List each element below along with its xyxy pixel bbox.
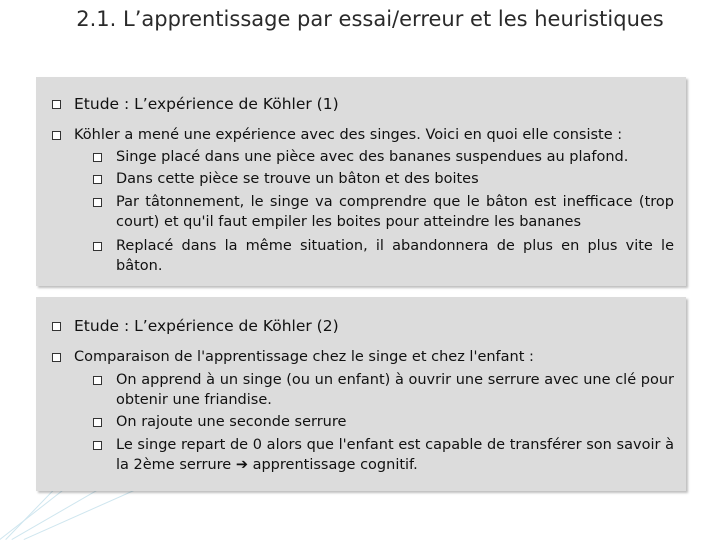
item-text: On apprend à un singe (ou un enfant) à ouvrir une serrure avec une clé pour obtenir une friandise. xyxy=(116,372,674,408)
intro-text: Comparaison de l'apprentissage chez le singe et chez l'enfant : xyxy=(74,349,534,365)
item-text: Le singe repart de 0 alors que l'enfant est capable de transférer son savoir à la 2ème serrure ➔ apprentissage cognitif. xyxy=(116,437,674,473)
item-text: On rajoute une seconde serrure xyxy=(116,414,347,430)
checkbox-bullet-icon xyxy=(93,376,102,385)
checkbox-bullet-icon xyxy=(93,153,102,162)
checkbox-bullet-icon xyxy=(52,353,61,362)
checkbox-bullet-icon xyxy=(93,418,102,427)
item-text: Singe placé dans une pièce avec des bananes suspendues au plafond. xyxy=(116,149,629,165)
checkbox-bullet-icon xyxy=(93,175,102,184)
checkbox-bullet-icon xyxy=(93,242,102,251)
item-text: Par tâtonnement, le singe va comprendre que le bâton est inefficace (trop court) et qu'il faut empiler les boites pour atteindre les bananes xyxy=(116,194,674,230)
page-title: 2.1. L’apprentissage par essai/erreur et les heuristiques xyxy=(76,7,664,31)
content-panel-2 xyxy=(36,297,686,491)
item-text: Dans cette pièce se trouve un bâton et des boites xyxy=(116,171,479,187)
section-heading: Etude : L’expérience de Köhler (2) xyxy=(74,317,339,335)
checkbox-bullet-icon xyxy=(93,441,102,450)
content-panel-1 xyxy=(36,77,686,286)
checkbox-bullet-icon xyxy=(93,198,102,207)
intro-text: Köhler a mené une expérience avec des singes. Voici en quoi elle consiste : xyxy=(74,127,623,143)
section-heading: Etude : L’expérience de Köhler (1) xyxy=(74,95,339,113)
item-text: Replacé dans la même situation, il abandonnera de plus en plus vite le bâton. xyxy=(116,238,674,274)
checkbox-bullet-icon xyxy=(52,322,61,331)
checkbox-bullet-icon xyxy=(52,100,61,109)
checkbox-bullet-icon xyxy=(52,131,61,140)
